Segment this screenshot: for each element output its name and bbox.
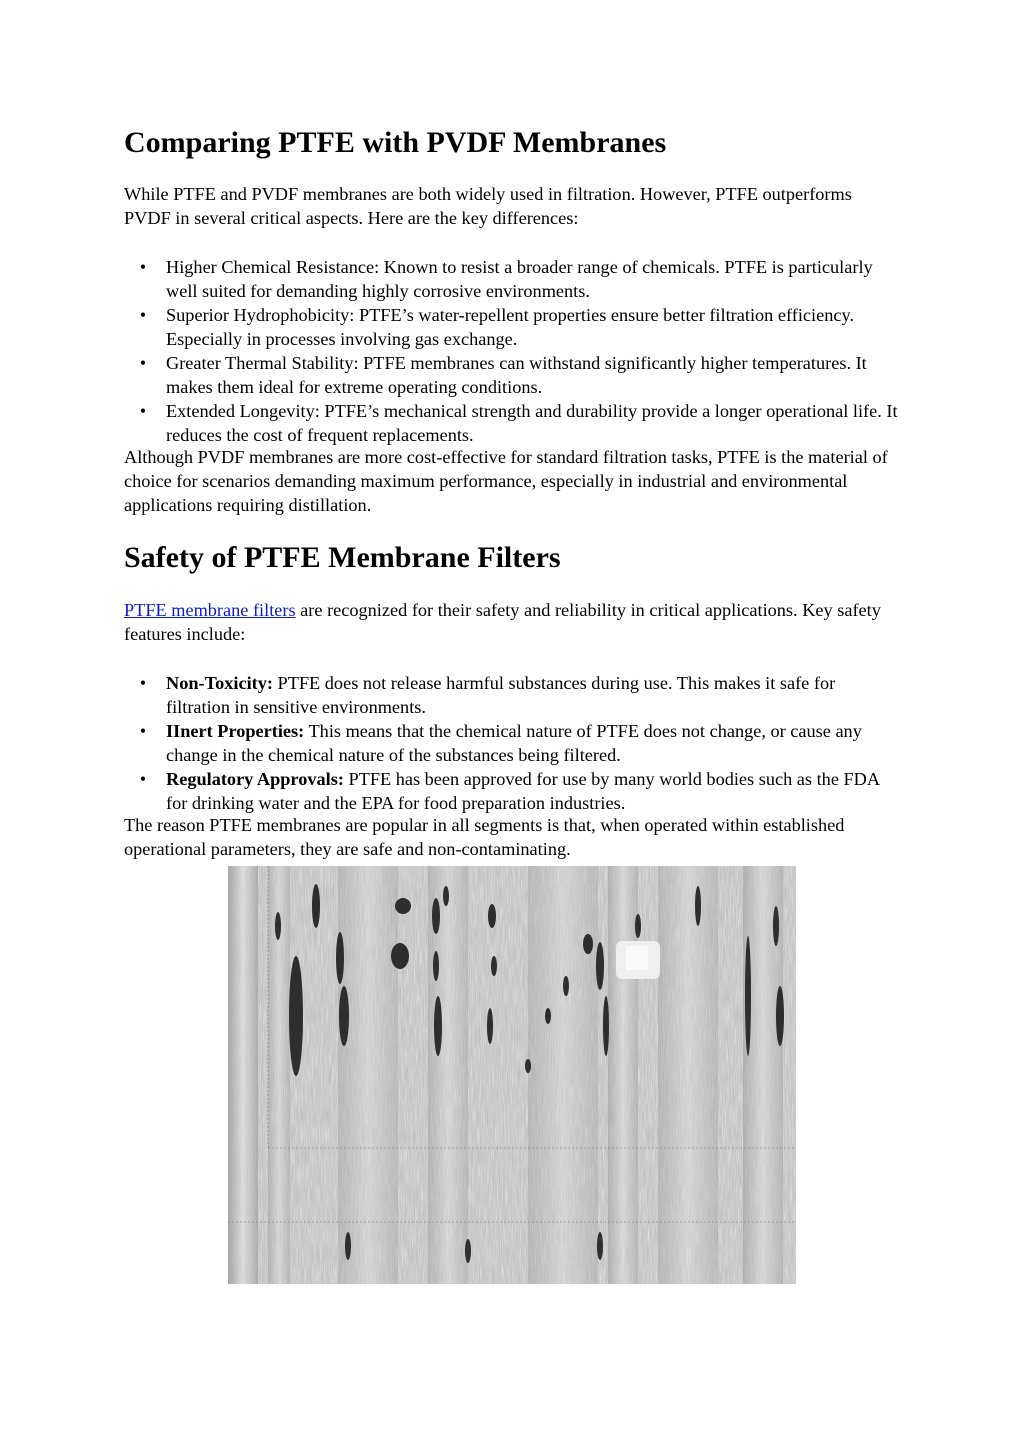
list-item: • Non-Toxicity: PTFE does not release harmful substances during use. This makes it safe for filtration in sensitive environments. bbox=[124, 671, 899, 719]
bullet-icon: • bbox=[139, 353, 147, 373]
bullet-icon: • bbox=[139, 257, 147, 277]
micrograph-bright-feature bbox=[616, 941, 660, 979]
safety-features-list bbox=[124, 671, 899, 815]
list-item: • Extended Longevity: PTFE’s mechanical strength and durability provide a longer operational life. It reduces the cost of frequent replacements. bbox=[124, 399, 899, 447]
differences-list bbox=[124, 255, 899, 447]
safety-closing-paragraph: The reason PTFE membranes are popular in all segments is that, when operated within established operational parameters, they are safe and non-contaminating. bbox=[124, 815, 845, 859]
heading-comparing-ptfe-pvdf: Comparing PTFE with PVDF Membranes bbox=[124, 126, 667, 159]
safety-intro-paragraph: PTFE membrane filters are recognized for their safety and reliability in critical applications. Key safety features include: bbox=[124, 600, 881, 644]
micrograph-svg bbox=[228, 866, 796, 1284]
list-item: • Greater Thermal Stability: PTFE membranes can withstand significantly higher temperatures. It makes them ideal for extreme operating conditions. bbox=[124, 351, 899, 399]
heading-safety-ptfe: Safety of PTFE Membrane Filters bbox=[124, 541, 561, 574]
feature-label: Regulatory Approvals: bbox=[166, 769, 344, 789]
ptfe-membrane-filters-link[interactable]: PTFE membrane filters bbox=[124, 600, 296, 620]
list-item: • Superior Hydrophobicity: PTFE’s water-repellent properties ensure better filtration efficiency. Especially in processes involving gas exchange. bbox=[124, 303, 899, 351]
intro-paragraph: While PTFE and PVDF membranes are both widely used in filtration. However, PTFE outperforms PVDF in several critical aspects. Here are the key differences: bbox=[124, 184, 852, 228]
membrane-micrograph-image bbox=[228, 866, 796, 1284]
feature-label: IInert Properties: bbox=[166, 721, 305, 741]
bullet-icon: • bbox=[139, 401, 147, 421]
list-item: • Higher Chemical Resistance: Known to resist a broader range of chemicals. PTFE is particularly well suited for demanding highly corrosive environments. bbox=[124, 255, 899, 303]
list-item: • IInert Properties: This means that the chemical nature of PTFE does not change, or cause any change in the chemical nature of the substances being filtered. bbox=[124, 719, 899, 767]
bullet-icon: • bbox=[139, 305, 147, 325]
closing-paragraph: Although PVDF membranes are more cost-effective for standard filtration tasks, PTFE is the material of choice for scenarios demanding maximum performance, especially in industrial and environmental applications requiring distillation. bbox=[124, 447, 888, 515]
feature-label: Non-Toxicity: bbox=[166, 673, 273, 693]
bullet-icon: • bbox=[139, 769, 147, 789]
bullet-icon: • bbox=[139, 721, 147, 741]
list-item: • Regulatory Approvals: PTFE has been approved for use by many world bodies such as the FDA for drinking water and the EPA for food preparation industries. bbox=[124, 767, 899, 815]
bullet-icon: • bbox=[139, 673, 147, 693]
